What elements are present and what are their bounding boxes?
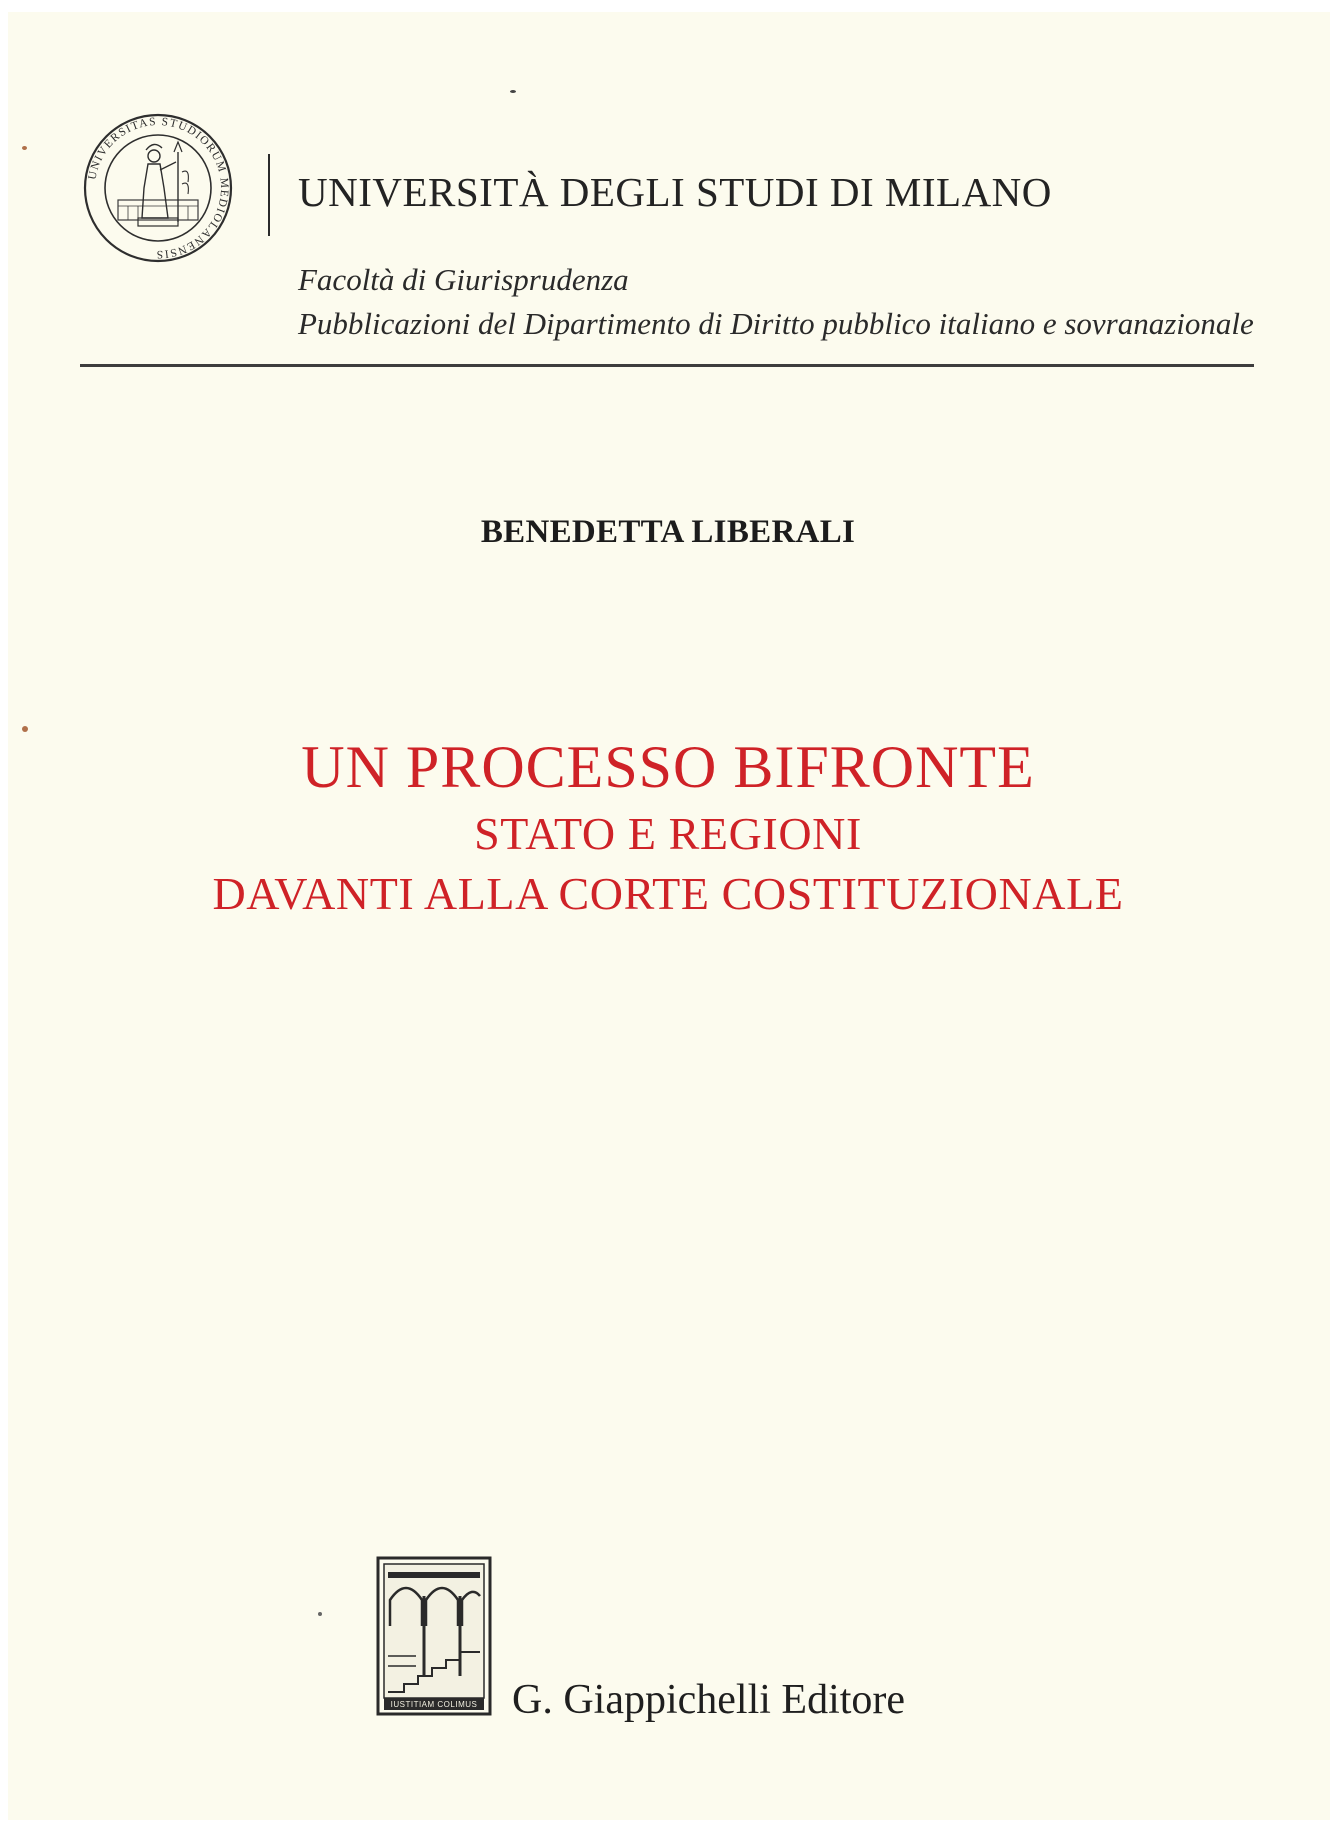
university-seal-logo [82, 112, 234, 264]
author-name: BENEDETTA LIBERALI [480, 514, 856, 550]
book-title: UN PROCESSO BIFRONTE [301, 734, 1035, 800]
title-block [0, 730, 1336, 924]
scan-speck [318, 1612, 322, 1616]
university-name: UNIVERSITÀ DEGLI STUDI DI MILANO [298, 169, 1052, 215]
scan-speck [510, 90, 516, 93]
svg-text:IUSTITIAM COLIMUS: IUSTITIAM COLIMUS [390, 1700, 478, 1709]
book-subtitle-line-1: STATO E REGIONI [474, 808, 862, 859]
scan-speck [22, 146, 27, 150]
publisher-name: G. Giappichelli Editore [512, 1677, 906, 1723]
book-subtitle-line-2: DAVANTI ALLA CORTE COSTITUZIONALE [212, 868, 1124, 919]
header-divider [268, 154, 270, 236]
faculty-name: Facoltà di Giurisprudenza [298, 262, 629, 297]
publisher-logo [376, 1556, 492, 1716]
svg-text:UNIVERSITAS STUDIORUM MEDIOLAN: UNIVERSITAS STUDIORUM MEDIOLANENSIS [86, 115, 231, 261]
series-name: Pubblicazioni del Dipartimento di Diritto pubblico italiano e sovranazionale [298, 306, 1254, 341]
header-rule [80, 364, 1254, 367]
